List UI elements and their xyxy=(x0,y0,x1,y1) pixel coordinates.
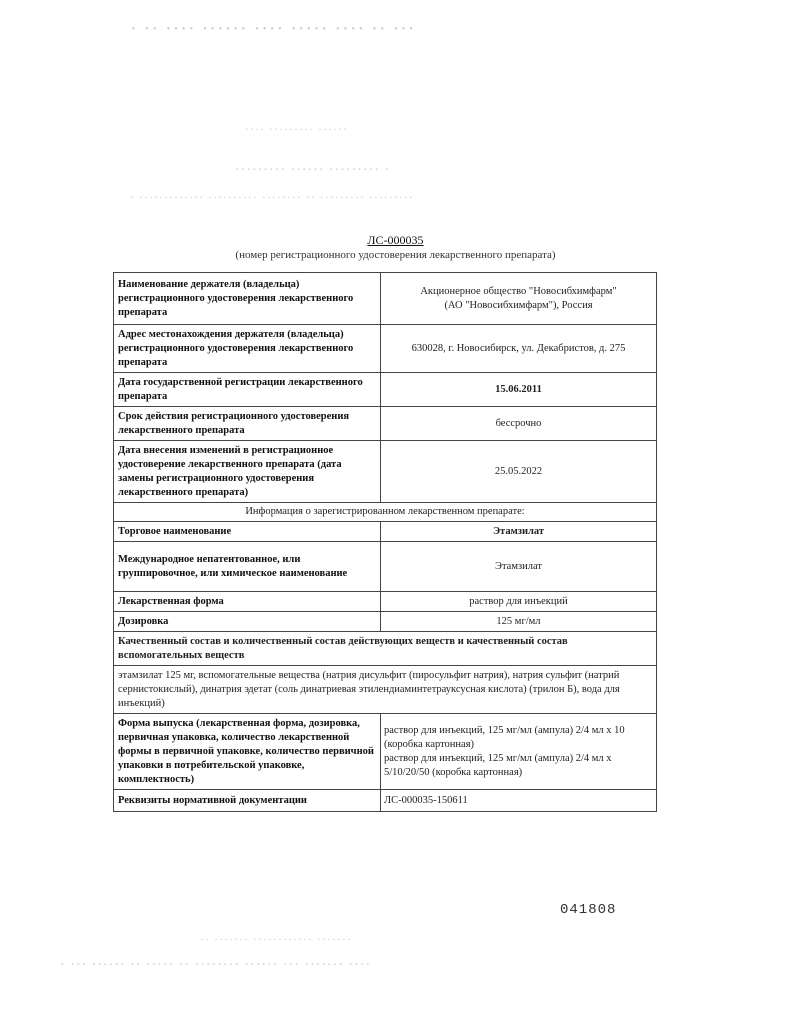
faded-header-line: ···· ········· ······ xyxy=(245,122,348,136)
registration-number: ЛС-000035 xyxy=(367,233,424,247)
faded-footer-line: ·· ······· ············ ······· xyxy=(200,932,352,946)
dosage-form-value: раствор для инъекций xyxy=(381,592,657,612)
table-row xyxy=(114,503,657,522)
registration-table xyxy=(113,272,657,812)
table-row xyxy=(114,714,657,790)
dosage-form-label: Лекарственная форма xyxy=(114,592,381,612)
table-row xyxy=(114,273,657,325)
faded-footer-line: · ··· ······ ·· ····· ·· ········ ······ ··· ······· ···· xyxy=(60,958,372,973)
dosage-label: Дозировка xyxy=(114,612,381,632)
dosage-value: 125 мг/мл xyxy=(381,612,657,632)
table-row xyxy=(114,632,657,666)
info-header: Информация о зарегистрированном лекарственном препарате: xyxy=(114,503,657,522)
registration-date-value: 15.06.2011 xyxy=(381,373,657,407)
table-row xyxy=(114,441,657,503)
release-form-option-2: раствор для инъекций, 125 мг/мл (ампула) 2/4 мл х 5/10/20/50 (коробка картонная) xyxy=(384,752,612,778)
registration-date-label: Дата государственной регистрации лекарственного препарата xyxy=(114,373,381,407)
holder-name-line2: (АО "Новосибхимфарм"), Россия xyxy=(444,299,593,311)
holder-name-line1: Акционерное общество "Новосибхимфарм" xyxy=(420,285,617,297)
validity-value: бессрочно xyxy=(381,407,657,441)
holder-address-value: 630028, г. Новосибирск, ул. Декабристов, д. 275 xyxy=(381,325,657,373)
serial-number: 041808 xyxy=(560,902,617,918)
table-row xyxy=(114,373,657,407)
table-row xyxy=(114,325,657,373)
trade-name-value: Этамзилат xyxy=(381,522,657,542)
holder-address-label: Адрес местонахождения держателя (владельца) регистрационного удостоверения лекарственного препарата xyxy=(114,325,381,373)
composition-label: Качественный состав и количественный состав действующих веществ и качественный состав вспомогательных веществ xyxy=(114,632,657,666)
composition-value: этамзилат 125 мг, вспомогательные вещества (натрия дисульфит (пиросульфит натрия), натрия сульфит (натрий сернистокислый), динатрия эдетат (соль динатриевая этилендиаминтетрауксусная кислота) (трилон Б), вода для инъекций) xyxy=(114,666,657,714)
holder-name-value xyxy=(381,273,657,325)
inn-label: Международное непатентованное, или группировочное, или химическое наименование xyxy=(114,542,381,592)
table-row xyxy=(114,592,657,612)
trade-name-label: Торговое наименование xyxy=(114,522,381,542)
changes-date-label: Дата внесения изменений в регистрационное удостоверение лекарственного препарата (дата замены регистрационного удостоверения лекарственного препарата) xyxy=(114,441,381,503)
faded-header-line: · ·· ···· ······ ···· ····· ···· ·· ··· xyxy=(130,18,416,40)
table-row xyxy=(114,522,657,542)
faded-header-line: ········· ······ ········· · xyxy=(235,163,391,178)
inn-value: Этамзилат xyxy=(381,542,657,592)
release-form-label: Форма выпуска (лекарственная форма, дозировка, первичная упаковка, количество лекарственной формы в первичной упаковке, количество первичной упаковки в потребительской упаковке, комплектность) xyxy=(114,714,381,790)
validity-label: Срок действия регистрационного удостоверения лекарственного препарата xyxy=(114,407,381,441)
table-row xyxy=(114,612,657,632)
table-row xyxy=(114,666,657,714)
normative-docs-label: Реквизиты нормативной документации xyxy=(114,790,381,812)
release-form-option-1: раствор для инъекций, 125 мг/мл (ампула) 2/4 мл х 10 (коробка картонная) xyxy=(384,724,625,750)
normative-docs-value: ЛС-000035-150611 xyxy=(381,790,657,812)
table-row xyxy=(114,790,657,812)
holder-name-label: Наименование держателя (владельца) регистрационного удостоверения лекарственного препарата xyxy=(114,273,381,325)
table-row xyxy=(114,542,657,592)
registration-number-caption: (номер регистрационного удостоверения лекарственного препарата) xyxy=(235,249,556,261)
faded-header-line: · ············· ·········· ········ ·· ········· ········· xyxy=(130,190,414,204)
changes-date-value: 25.05.2022 xyxy=(381,441,657,503)
release-form-value xyxy=(381,714,657,790)
table-row xyxy=(114,407,657,441)
